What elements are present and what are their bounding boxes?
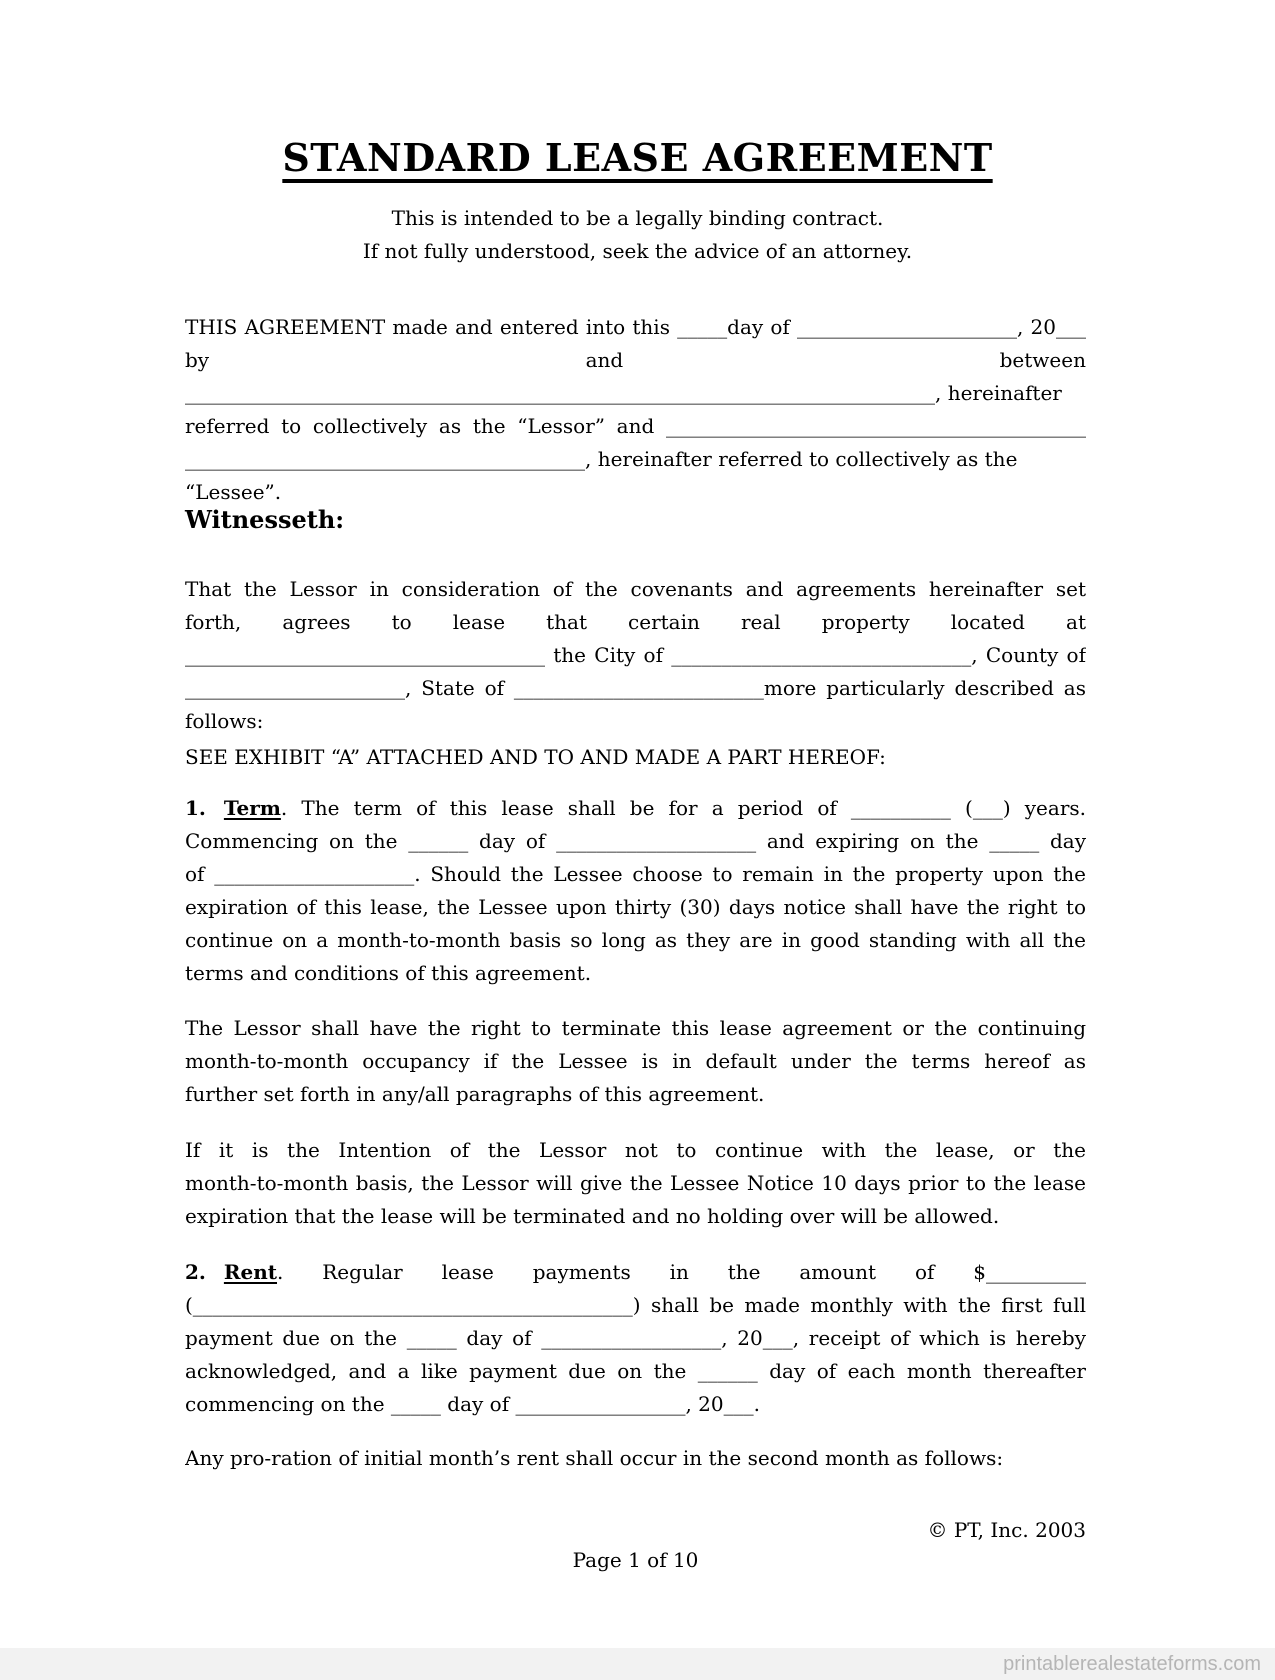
lessee-blank-line: ________________________________________, hereinafter referred to collectively as the [185,447,1018,471]
subtitle-line: If not fully understood, seek the advice of an attorney. [362,239,913,263]
text-line: acknowledged, and a like payment due on the ______ day of each month thereafter [185,1359,1086,1383]
watermark-band [0,1648,1275,1680]
watermark-text: printablerealestateforms.com [1003,1652,1261,1675]
rent-amount-blank-line: (____________________________________________) shall be made monthly with the first full [185,1293,1086,1317]
text-line: SEE EXHIBIT “A” ATTACHED AND TO AND MADE A PART HEREOF: [185,745,886,769]
witnesseth-heading: Witnesseth: [185,505,345,534]
termination-right-paragraph [185,1012,1086,1111]
text-line: terms and conditions of this agreement. [185,961,592,985]
term-label: Term [223,796,281,820]
section-number: 1. [185,796,206,820]
state-blank-line: ______________________, State of _________________________more particularly described as [185,676,1086,700]
text-line: “Lessee”. [185,480,282,504]
text-line: If it is the Intention of the Lessor not to continue with the lease, or the [185,1138,1086,1162]
subtitle-line: This is intended to be a legally binding contract. [391,206,884,230]
text-line: The Lessor shall have the right to terminate this lease agreement or the continuing [185,1016,1086,1040]
copyright-notice: © PT, Inc. 2003 [927,1518,1086,1542]
document-title [0,135,1275,180]
between-word: between [999,348,1086,372]
text-line: THIS AGREEMENT made and entered into this _____day of ______________________, 20___ [185,315,1086,339]
property-description-paragraph [185,573,1086,738]
text-line: month-to-month occupancy if the Lessee is in default under the terms hereof as [185,1049,1086,1073]
city-county-blank-line: ____________________________________ the City of ______________________________, County of [185,643,1086,667]
agreement-parties-paragraph [185,311,1086,509]
text-line: follows: [185,709,264,733]
exhibit-reference [185,741,1086,774]
text-line: further set forth in any/all paragraphs of this agreement. [185,1082,765,1106]
notice-paragraph [185,1134,1086,1233]
rent-section [185,1256,1086,1421]
text-line: payment due on the _____ day of __________________, 20___, receipt of which is hereby [185,1326,1086,1350]
section-number: 2. [185,1260,206,1284]
term-first-line [185,792,1086,825]
and-word: and [585,348,624,372]
text-line: forth, agrees to lease that certain real property located at [185,610,1086,634]
by-word: by [185,348,210,372]
text-line: Commencing on the ______ day of ____________________ and expiring on the _____ day [185,829,1086,853]
document-title-text: STANDARD LEASE AGREEMENT [282,135,993,180]
term-section [185,792,1086,990]
page-number: Page 1 of 10 [572,1548,699,1572]
text-line: expiration that the lease will be terminated and no holding over will be allowed. [185,1204,1000,1228]
text-line: continue on a month-to-month basis so long as they are in good standing with all the [185,928,1086,952]
text-line: referred to collectively as the “Lessor” and __________________________________________ [185,414,1086,438]
text-line: expiration of this lease, the Lessee upon thirty (30) days notice shall have the right to [185,895,1086,919]
rent-text: . Regular lease payments in the amount of $__________ [277,1260,1086,1284]
text-line: of ____________________. Should the Lessee choose to remain in the property upon the [185,862,1086,886]
text-line: That the Lessor in consideration of the covenants and agreements hereinafter set [185,577,1086,601]
text-line: month-to-month basis, the Lessor will give the Lessee Notice 10 days prior to the lease [185,1171,1086,1195]
proration-paragraph [185,1442,1086,1475]
rent-first-line [185,1256,1086,1289]
text-line: commencing on the _____ day of _________________, 20___. [185,1392,760,1416]
text-line: Any pro-ration of initial month’s rent shall occur in the second month as follows: [185,1446,1004,1470]
term-text: . The term of this lease shall be for a period of __________ (___) years. [280,796,1086,820]
lessor-blank-line: ___________________________________________________________________________, hereinafter [185,381,1062,405]
document-subtitle [0,202,1275,268]
by-and-between-line [185,344,1086,377]
rent-label: Rent [223,1260,278,1284]
